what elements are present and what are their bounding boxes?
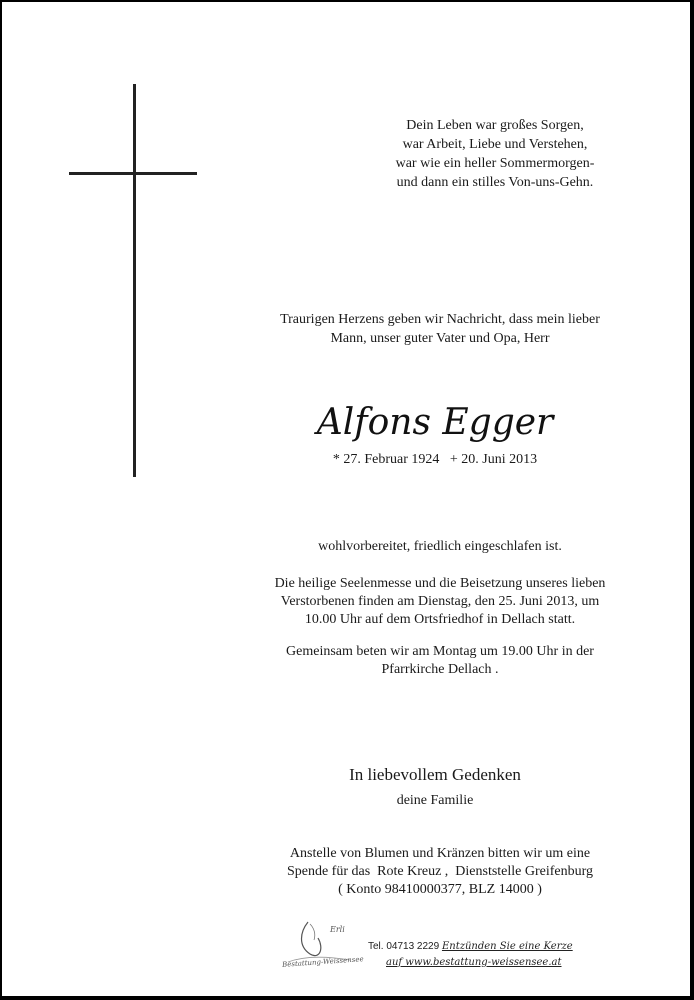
poem (370, 116, 620, 192)
donation-line: ( Konto 98410000377, BLZ 14000 ) (338, 882, 542, 897)
contact-footer (368, 939, 608, 971)
light-candle-link[interactable]: Entzünden Sie eine Kerze (441, 941, 573, 952)
poem-line: war Arbeit, Liebe und Verstehen, (402, 137, 588, 152)
prayer-line: Pfarrkirche Dellach . (381, 662, 499, 677)
announcement-intro (230, 310, 650, 348)
poem-line: Dein Leben war großes Sorgen, (406, 118, 584, 133)
prayer-line: Gemeinsam beten wir am Montag um 19.00 Uhr in der (286, 644, 594, 659)
website-link[interactable]: auf www.bestattung-weissensee.at (386, 957, 562, 968)
prayer-info (250, 643, 630, 679)
cross-vertical-bar (133, 84, 136, 477)
intro-line: Mann, unser guter Vater und Opa, Herr (330, 331, 550, 346)
donation-line: Anstelle von Blumen und Kränzen bitten wir um eine (289, 846, 591, 861)
intro-line: Traurigen Herzens geben wir Nachricht, dass mein lieber (280, 312, 600, 327)
poem-line: und dann ein stilles Von-uns-Gehn. (396, 175, 594, 190)
funeral-mass-info (250, 575, 630, 629)
memory-heading: In liebevollem Gedenken (349, 765, 521, 784)
life-dates: * 27. Februar 1924 + 20. Juni 2013 (332, 452, 538, 467)
funeral-home-logo (280, 918, 364, 970)
family-signature: deine Familie (396, 793, 474, 808)
deceased-name: Alfons Egger (316, 402, 554, 443)
mass-line: 10.00 Uhr auf dem Ortsfriedhof in Dellach statt. (304, 612, 576, 627)
logo-name-text: Bestattung-Weissensee (281, 955, 364, 969)
poem-line: war wie ein heller Sommermorgen- (395, 156, 595, 171)
donation-line: Spende für das Rote Kreuz , Dienststelle Greifenburg (286, 864, 594, 879)
mass-line: Die heilige Seelenmesse und die Beisetzung unseres lieben (274, 576, 606, 591)
logo-script-text: Erli (330, 925, 345, 934)
donation-request (250, 845, 630, 899)
mass-line: Verstorbenen finden am Dienstag, den 25. Juni 2013, um (280, 594, 600, 609)
passing-text: wohlvorbereitet, friedlich eingeschlafen ist. (318, 539, 562, 554)
phone-number: Tel. 04713 2229 (368, 941, 440, 952)
cross-horizontal-bar (69, 172, 197, 175)
